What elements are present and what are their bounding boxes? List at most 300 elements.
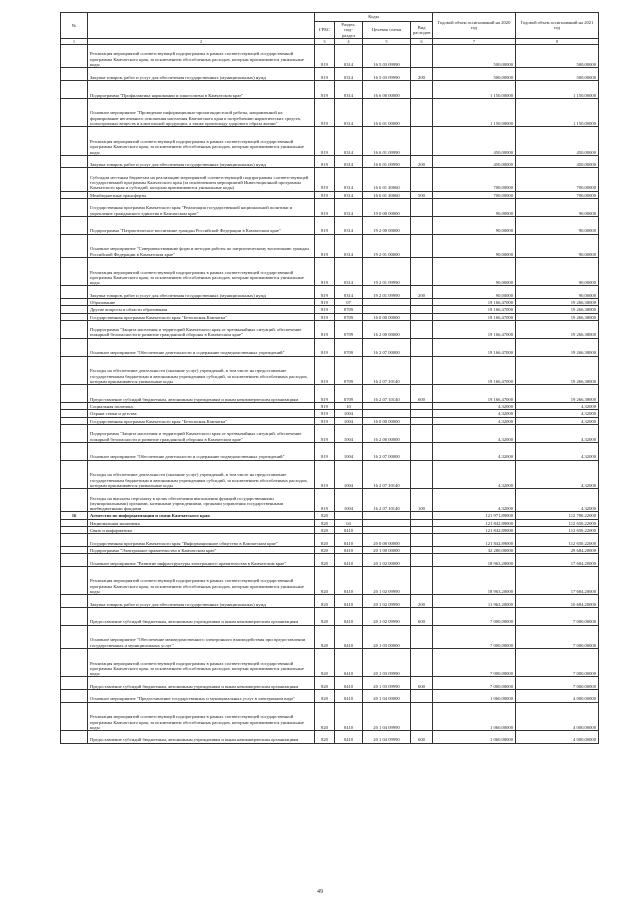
row-target-article: 19 2 01 09990 (363, 286, 411, 299)
row-target-article (363, 306, 411, 313)
row-number (61, 460, 88, 489)
row-expense-type (411, 168, 433, 191)
table-row (61, 460, 599, 489)
table-row (61, 168, 599, 191)
col-index: 7 (433, 38, 516, 44)
row-razdel: 0314 (335, 98, 363, 127)
row-grbs: 819 (315, 385, 335, 403)
row-expense-type (411, 306, 433, 313)
row-amount-2021: 19 266,38000 (516, 385, 599, 403)
row-expense-type: 600 (411, 607, 433, 625)
row-amount-2020: 1 060,00000 (433, 702, 516, 731)
row-name: Образование (88, 299, 315, 306)
row-target-article: 19 2 00 00000 (363, 216, 411, 234)
row-target-article: 20 0 00 00000 (363, 534, 411, 547)
row-target-article: 16 2 07 00000 (363, 338, 411, 356)
budget-table-sheet (60, 12, 598, 744)
row-target-article: 20 1 04 09990 (363, 702, 411, 731)
row-amount-2021: 19 266,38000 (516, 299, 599, 306)
col-header-razdel (335, 22, 363, 39)
row-grbs: 820 (315, 527, 335, 534)
row-target-article: 20 1 03 09990 (363, 677, 411, 690)
row-amount-2021: 19 266,38000 (516, 338, 599, 356)
row-expense-type (411, 234, 433, 257)
row-expense-type (411, 625, 433, 648)
row-razdel: 0410 (335, 534, 363, 547)
row-name: Государственная программа Камчатского края "Информационное общество в Камчатском крае" (88, 534, 315, 547)
row-number (61, 648, 88, 677)
row-amount-2020: 19 166,47000 (433, 313, 516, 320)
table-row (61, 155, 599, 168)
row-grbs: 819 (315, 257, 335, 286)
row-grbs: 820 (315, 702, 335, 731)
row-expense-type (411, 299, 433, 306)
row-amount-2021: 4,32000 (516, 442, 599, 460)
row-amount-2020: 90,00000 (433, 216, 516, 234)
row-name: Предоставление субсидий бюджетным, автономным учреждениям и иным некоммерческим организациям (88, 677, 315, 690)
row-number (61, 595, 88, 608)
row-expense-type (411, 442, 433, 460)
table-row (61, 554, 599, 567)
row-amount-2020: 19 166,47000 (433, 385, 516, 403)
row-amount-2021: 112 780,22000 (516, 512, 599, 519)
row-amount-2021: 4,32000 (516, 424, 599, 442)
row-name: Социальная политика (88, 403, 315, 410)
row-expense-type (411, 690, 433, 703)
row-name: Подпрограмма "Электронное правительство в Камчатском крае" (88, 546, 315, 553)
row-target-article: 20 1 02 09990 (363, 566, 411, 595)
row-target-article: 20 1 04 00000 (363, 690, 411, 703)
col-header-codes: Коды (315, 13, 433, 22)
row-name: Реализация мероприятий соответствующей подпрограммы в рамках соответствующей государственной программы Камчатского края, за исключением обособленных расходов, которым присваиваются уникальные коды (88, 702, 315, 731)
table-row (61, 690, 599, 703)
row-razdel: 0410 (335, 554, 363, 567)
row-amount-2020: 1 150,00000 (433, 80, 516, 98)
table-row (61, 338, 599, 356)
table-row (61, 257, 599, 286)
row-razdel: 0314 (335, 257, 363, 286)
row-number (61, 702, 88, 731)
row-amount-2021: 4 000,00000 (516, 690, 599, 703)
row-amount-2020: 90,00000 (433, 234, 516, 257)
table-row (61, 648, 599, 677)
row-amount-2021: 7 000,00000 (516, 648, 599, 677)
row-razdel: 0314 (335, 216, 363, 234)
row-expense-type (411, 519, 433, 526)
row-expense-type (411, 546, 433, 553)
row-grbs: 819 (315, 338, 335, 356)
table-header-row (61, 13, 599, 22)
row-name: Связь и информатика (88, 527, 315, 534)
row-number (61, 80, 88, 98)
row-target-article: 19 0 00 00000 (363, 198, 411, 216)
table-row (61, 299, 599, 306)
table-row (61, 98, 599, 127)
row-amount-2020: 1 060,00000 (433, 731, 516, 744)
row-amount-2021: 7 000,00000 (516, 677, 599, 690)
row-amount-2020: 7 000,00000 (433, 648, 516, 677)
row-name: Подпрограмма "Профилактика наркомании и алкоголизма в Камчатском крае" (88, 80, 315, 98)
row-amount-2020: 19 166,47000 (433, 299, 516, 306)
row-amount-2020: 700,00000 (433, 168, 516, 191)
row-expense-type: 200 (411, 68, 433, 81)
row-grbs: 819 (315, 442, 335, 460)
row-name: Подпрограмма "Защита населения и территорий Камчатского края от чрезвычайных ситуаций, обеспечение пожарной безопасности и развитие гражданской обороны в Камчатском крае" (88, 320, 315, 338)
row-razdel: 1004 (335, 489, 363, 512)
row-razdel: 0314 (335, 68, 363, 81)
table-row (61, 702, 599, 731)
row-amount-2021: 90,00000 (516, 257, 599, 286)
row-grbs: 820 (315, 512, 335, 519)
table-row (61, 198, 599, 216)
row-target-article: 16 5 03 09990 (363, 68, 411, 81)
row-number (61, 98, 88, 127)
row-grbs: 819 (315, 410, 335, 417)
row-number (61, 519, 88, 526)
row-name: Основное мероприятие "Обеспечение межведомственного электронного взаимодействия при предоставлении государственных и муниципальных услуг" (88, 625, 315, 648)
row-grbs: 819 (315, 417, 335, 424)
row-grbs: 820 (315, 731, 335, 744)
row-number (61, 313, 88, 320)
table-row (61, 410, 599, 417)
row-grbs: 819 (315, 234, 335, 257)
row-target-article (363, 299, 411, 306)
row-target-article: 16 6 00 00000 (363, 80, 411, 98)
row-amount-2021: 4,32000 (516, 489, 599, 512)
row-amount-2020: 7 000,00000 (433, 607, 516, 625)
row-number: 16 (61, 512, 88, 519)
row-target-article: 20 1 03 00000 (363, 625, 411, 648)
row-grbs: 819 (315, 356, 335, 385)
table-row (61, 403, 599, 410)
col-header-razdel-line2: раздел (342, 32, 355, 38)
row-razdel: 0410 (335, 546, 363, 553)
row-number (61, 356, 88, 385)
row-number (61, 299, 88, 306)
row-amount-2020: 1 060,00000 (433, 690, 516, 703)
table-row (61, 625, 599, 648)
row-amount-2021: 450,00000 (516, 155, 599, 168)
row-target-article: 16 6 01 09990 (363, 155, 411, 168)
table-row (61, 68, 599, 81)
table-row (61, 534, 599, 547)
row-name: Другие вопросы в области образования (88, 306, 315, 313)
col-header-name (88, 13, 315, 39)
row-razdel: 0410 (335, 677, 363, 690)
row-amount-2021: 90,00000 (516, 234, 599, 257)
row-name: Закупка товаров, работ и услуг для обеспечения государственных (муниципальных) нужд (88, 155, 315, 168)
table-row (61, 80, 599, 98)
row-number (61, 403, 88, 410)
row-name: Реализация мероприятий соответствующей подпрограммы в рамках соответствующей государственной программы Камчатского края, за исключением обособленных расходов, которым присваиваются уникальные коды (88, 257, 315, 286)
row-name: Реализация мероприятий соответствующей подпрограммы в рамках соответствующей государственной программы Камчатского края, за исключением обособленных расходов, которым присваиваются уникальные коды (88, 127, 315, 156)
row-razdel: 0314 (335, 80, 363, 98)
row-razdel: 0410 (335, 566, 363, 595)
row-name: Подпрограмма "Патриотическое воспитание граждан Российской Федерации в Камчатском крае" (88, 216, 315, 234)
row-amount-2021: 4,32000 (516, 460, 599, 489)
row-expense-type (411, 648, 433, 677)
row-expense-type (411, 417, 433, 424)
row-number (61, 338, 88, 356)
row-amount-2020: 121 842,89000 (433, 534, 516, 547)
row-number (61, 546, 88, 553)
row-grbs: 820 (315, 519, 335, 526)
row-grbs: 820 (315, 595, 335, 608)
row-amount-2020: 450,00000 (433, 155, 516, 168)
row-grbs: 819 (315, 216, 335, 234)
row-grbs: 820 (315, 690, 335, 703)
row-target-article: 20 1 02 00000 (363, 554, 411, 567)
row-razdel: 1004 (335, 417, 363, 424)
row-razdel: 0314 (335, 286, 363, 299)
row-amount-2020: 4,32000 (433, 403, 516, 410)
row-expense-type (411, 554, 433, 567)
row-razdel: 0410 (335, 731, 363, 744)
row-razdel: 0709 (335, 385, 363, 403)
row-grbs: 819 (315, 45, 335, 68)
row-number (61, 534, 88, 547)
page-number: 49 (317, 889, 323, 895)
row-amount-2021: 112 650,22000 (516, 527, 599, 534)
row-amount-2021: 700,00000 (516, 168, 599, 191)
row-grbs: 819 (315, 424, 335, 442)
row-razdel: 1004 (335, 424, 363, 442)
table-row (61, 216, 599, 234)
row-amount-2021: 4,32000 (516, 410, 599, 417)
row-target-article: 20 1 02 09990 (363, 595, 411, 608)
row-target-article (363, 519, 411, 526)
row-number (61, 306, 88, 313)
row-amount-2020: 19 166,47000 (433, 320, 516, 338)
col-header-vr (411, 22, 433, 39)
row-expense-type (411, 424, 433, 442)
row-name: Реализация мероприятий соответствующей подпрограммы в рамках соответствующей государственной программы Камчатского края, за исключением обособленных расходов, которым присваиваются уникальные коды (88, 648, 315, 677)
table-row (61, 286, 599, 299)
row-target-article: 20 1 04 09990 (363, 731, 411, 744)
col-index: 8 (516, 38, 599, 44)
row-amount-2020: 450,00000 (433, 127, 516, 156)
row-amount-2021: 450,00000 (516, 127, 599, 156)
row-expense-type: 600 (411, 385, 433, 403)
table-row (61, 527, 599, 534)
row-amount-2021: 19 266,38000 (516, 356, 599, 385)
row-grbs: 819 (315, 98, 335, 127)
row-name: Реализация мероприятий соответствующей подпрограммы в рамках соответствующей государственной программы Камчатского края, за исключением обособленных расходов, которым присваиваются уникальные коды (88, 45, 315, 68)
row-amount-2020: 121 971,89000 (433, 512, 516, 519)
row-number (61, 286, 88, 299)
row-amount-2020: 11 963,20000 (433, 595, 516, 608)
row-name: Агентство по информатизации и связи Камчатского края (88, 512, 315, 519)
col-header-razdel-line1: Раздел, под- (341, 22, 356, 33)
row-grbs: 819 (315, 80, 335, 98)
row-razdel: 1004 (335, 410, 363, 417)
row-grbs: 820 (315, 566, 335, 595)
row-target-article: 16 2 07 00000 (363, 442, 411, 460)
col-index: 6 (411, 38, 433, 44)
row-grbs: 819 (315, 127, 335, 156)
row-name: Предоставление субсидий бюджетным, автономным учреждениям и иным некоммерческим организациям (88, 385, 315, 403)
row-expense-type (411, 98, 433, 127)
row-number (61, 442, 88, 460)
row-expense-type (411, 338, 433, 356)
row-target-article: 16 5 03 09990 (363, 45, 411, 68)
table-row (61, 313, 599, 320)
row-razdel: 0410 (335, 607, 363, 625)
table-row (61, 442, 599, 460)
row-expense-type: 500 (411, 191, 433, 198)
row-number (61, 489, 88, 512)
row-amount-2020: 19 166,47000 (433, 338, 516, 356)
row-expense-type (411, 198, 433, 216)
row-name: Государственная программа Камчатского края "Реализация государственной национальной политики и укрепление гражданского единства в Камчатском крае" (88, 198, 315, 216)
row-razdel: 0410 (335, 595, 363, 608)
row-target-article: 16 2 07 10140 (363, 356, 411, 385)
row-amount-2021: 500,00000 (516, 45, 599, 68)
row-expense-type (411, 403, 433, 410)
row-number (61, 155, 88, 168)
row-expense-type (411, 527, 433, 534)
row-name: Основное мероприятие "Обеспечение деятельности и содержание подведомственных учреждений" (88, 442, 315, 460)
row-grbs: 819 (315, 489, 335, 512)
row-target-article (363, 527, 411, 534)
col-index: 3 (315, 38, 335, 44)
row-expense-type: 100 (411, 489, 433, 512)
row-number (61, 566, 88, 595)
row-number (61, 554, 88, 567)
row-amount-2020: 4,32000 (433, 460, 516, 489)
row-target-article: 16 0 00 00000 (363, 313, 411, 320)
row-razdel: 0709 (335, 338, 363, 356)
row-razdel: 0314 (335, 155, 363, 168)
row-name: Подпрограмма "Защита населения и территорий Камчатского края от чрезвычайных ситуаций, обеспечение пожарной безопасности и развитие гражданской обороны в Камчатском крае" (88, 424, 315, 442)
row-target-article: 16 0 00 00000 (363, 417, 411, 424)
row-number (61, 216, 88, 234)
row-expense-type (411, 216, 433, 234)
row-number (61, 385, 88, 403)
row-target-article (363, 403, 411, 410)
row-amount-2021: 4,32000 (516, 403, 599, 410)
row-number (61, 45, 88, 68)
row-amount-2021: 700,00000 (516, 191, 599, 198)
row-number (61, 731, 88, 744)
col-header-grbs: ГРБС (315, 22, 335, 39)
row-amount-2021: 29 684,20000 (516, 546, 599, 553)
row-number (61, 625, 88, 648)
row-name: Расходы на обеспечение деятельности (оказание услуг) учреждений, в том числе на предоставление государственным бюджетным и автономным учреждениям субсидий, за исключением обособленных расходов, которым присваиваются уникальные коды (88, 356, 315, 385)
row-amount-2020: 4,32000 (433, 489, 516, 512)
row-grbs: 819 (315, 320, 335, 338)
row-razdel: 0314 (335, 45, 363, 68)
table-row (61, 424, 599, 442)
table-body (61, 45, 599, 744)
row-grbs: 819 (315, 168, 335, 191)
row-amount-2021: 90,00000 (516, 216, 599, 234)
row-expense-type: 200 (411, 286, 433, 299)
row-target-article (363, 410, 411, 417)
row-razdel: 10 (335, 403, 363, 410)
row-amount-2021: 19 266,38000 (516, 320, 599, 338)
row-name: Основное мероприятие "Развитие инфраструктуры электронного правительства в Камчатском крае" (88, 554, 315, 567)
row-target-article: 16 2 07 10140 (363, 460, 411, 489)
row-grbs: 820 (315, 534, 335, 547)
row-amount-2021: 4 000,00000 (516, 702, 599, 731)
row-amount-2020: 7 000,00000 (433, 677, 516, 690)
row-expense-type (411, 512, 433, 519)
col-header-2021: Годовой объем ассигнований на 2021 год (516, 13, 599, 39)
row-number (61, 527, 88, 534)
row-name: Основное мероприятие "Предоставление государственных и муниципальных услуг в электронном виде" (88, 690, 315, 703)
row-number (61, 677, 88, 690)
row-amount-2020: 1 150,00000 (433, 98, 516, 127)
table-row (61, 546, 599, 553)
row-target-article: 16 2 00 00000 (363, 320, 411, 338)
row-name: Основное мероприятие "Совершенствование форм и методов работы по патриотическому воспитанию граждан Российской Федерации в Камчатском крае" (88, 234, 315, 257)
row-target-article: 20 1 00 00000 (363, 546, 411, 553)
row-expense-type (411, 127, 433, 156)
row-amount-2021: 112 650,22000 (516, 534, 599, 547)
row-amount-2021: 1 150,00000 (516, 98, 599, 127)
col-index: 1 (61, 38, 88, 44)
row-target-article: 16 2 00 00000 (363, 424, 411, 442)
table-row (61, 595, 599, 608)
row-target-article: 16 2 07 10140 (363, 489, 411, 512)
row-razdel: 0709 (335, 320, 363, 338)
row-grbs: 819 (315, 306, 335, 313)
row-razdel: 0314 (335, 191, 363, 198)
row-amount-2020: 4,32000 (433, 417, 516, 424)
row-razdel: 07 (335, 299, 363, 306)
row-amount-2020: 121 842,89000 (433, 519, 516, 526)
row-amount-2020: 18 963,20000 (433, 566, 516, 595)
row-name: Реализация мероприятий соответствующей подпрограммы в рамках соответствующей государственной программы Камчатского края, за исключением обособленных расходов, которым присваиваются уникальные коды (88, 566, 315, 595)
row-grbs: 820 (315, 607, 335, 625)
row-name: Субсидии местным бюджетам на реализацию мероприятий соответствующей подпрограммы соответствующей государственной программы Камчатского края (за исключением мероприятий Инвестиционной программы Камчатского края и субсидий, которым присваиваются уникальные коды) (88, 168, 315, 191)
row-number (61, 198, 88, 216)
budget-table (60, 12, 599, 744)
row-target-article: 16 6 01 00000 (363, 98, 411, 127)
row-number (61, 424, 88, 442)
row-name: Расходы на обеспечение деятельности (оказание услуг) учреждений, в том числе на предоставление государственным бюджетным и автономным учреждениям субсидий, за исключением обособленных расходов, которым присваиваются уникальные коды (88, 460, 315, 489)
row-razdel: 0314 (335, 198, 363, 216)
row-razdel: 0410 (335, 648, 363, 677)
row-target-article: 20 1 02 09990 (363, 607, 411, 625)
row-razdel: 0314 (335, 127, 363, 156)
row-expense-type (411, 320, 433, 338)
row-expense-type (411, 566, 433, 595)
row-target-article: 16 6 01 40060 (363, 168, 411, 191)
row-name: Основное мероприятие "Проведение информационно-пропагандистской работы, направленной на формирование негативного отношения населения Камчатского края к потреблению наркотических средств, психотропных веществ и алкогольной продукции, а также пропаганду здорового образа жизни" (88, 98, 315, 127)
table-row (61, 417, 599, 424)
row-target-article: 19 2 01 09990 (363, 257, 411, 286)
row-razdel: 1004 (335, 442, 363, 460)
row-grbs: 819 (315, 286, 335, 299)
row-amount-2020: 500,00000 (433, 45, 516, 68)
row-razdel (335, 512, 363, 519)
col-header-vr-line2: расходов (413, 29, 431, 35)
row-number (61, 168, 88, 191)
row-target-article (363, 512, 411, 519)
row-amount-2021: 112 650,22000 (516, 519, 599, 526)
row-amount-2021: 4,32000 (516, 417, 599, 424)
row-amount-2020: 19 166,47000 (433, 356, 516, 385)
row-amount-2020: 4,32000 (433, 410, 516, 417)
row-grbs: 820 (315, 546, 335, 553)
row-grbs: 819 (315, 460, 335, 489)
row-amount-2021: 90,00000 (516, 198, 599, 216)
row-expense-type: 200 (411, 155, 433, 168)
row-number (61, 417, 88, 424)
row-amount-2020: 90,00000 (433, 286, 516, 299)
